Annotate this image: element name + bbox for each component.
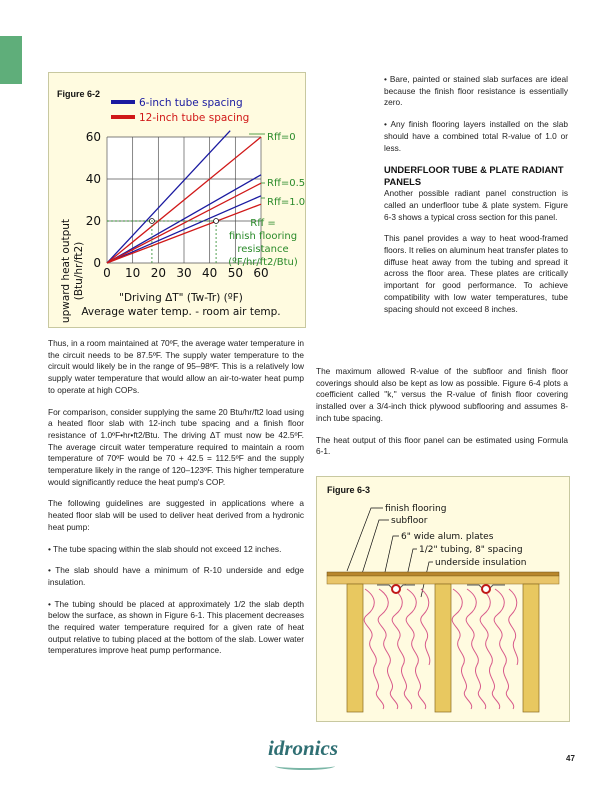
label-tubing: 1/2" tubing, 8" spacing (419, 545, 523, 555)
section-tab (0, 36, 22, 84)
x-axis-label-1: "Driving ΔT" (Tw-Tr) (ºF) (119, 292, 243, 304)
label-subfloor: subfloor (391, 516, 428, 526)
annotation-def-2: finish flooring (228, 231, 298, 242)
finish-flooring-layer (327, 572, 559, 576)
left-column (48, 338, 304, 667)
x-tick-label-20: 20 (150, 266, 166, 280)
legend-swatch-6in (111, 100, 135, 104)
figure-6-3-panel (316, 476, 570, 722)
insulation-right (452, 589, 518, 709)
paragraph-1: Thus, in a room maintained at 70ºF, the average water temperature in the circuit needs to be 87.5ºF. The supply water temperature to the circuit would likely be in the range of 95–98ºF. This is a relatively low supply water temperature that would allow an air-to-water heat pump to operate at high COPs. (48, 338, 304, 395)
bullet-2: • The slab should have a minimum of R-10 underside and edge insulation. (48, 565, 304, 587)
bullet-5: • Any finish flooring layers installed on the slab should have a combined total R-value of 1.0 or less. (384, 119, 568, 153)
figure-6-2-label: Figure 6-2 (57, 89, 101, 99)
right-column-wide (316, 366, 568, 468)
x-tick-label-30: 30 (176, 266, 192, 280)
right-column-top (384, 74, 568, 325)
annotation-rff10: Rff=1.0 (267, 197, 305, 208)
paragraph-4: Another possible radiant panel construction is called an underfloor tube & plate system. Figure 6-3 shows a typical cross section for this panel. (384, 188, 568, 222)
subfloor-layer (327, 576, 559, 584)
tube-left (392, 585, 400, 593)
y-tick-label-0: 0 (93, 256, 101, 270)
annotation-def-4: (ºF/hr/ft2/Btu) (228, 257, 298, 268)
paragraph-2: For comparison, consider supplying the same 20 Btu/hr/ft2 load using a heated floor slab with 12-inch tube spacing and a finish floor resistance of 1.0ºF•hr•ft2/Btu. The driving ΔT must now be 42.5ºF. The average circuit water temperature required to maintain a room temperature of 70ºF would be 70 + 42.5 = 112.5ºF and the supply temperature likely in the range of 120–123ºF. This higher temperature would significantly reduce the heat pump's COP. (48, 406, 304, 487)
annotation-def-3: resistance (237, 244, 289, 255)
y-axis-label-2: (Btu/hr/ft2) (73, 241, 85, 301)
logo-swoosh (275, 762, 335, 770)
section-heading: UNDERFLOOR TUBE & PLATE RADIANT PANELS (384, 165, 564, 188)
y-axis-label-1: upward heat output (60, 218, 72, 324)
legend-label-12in: 12-inch tube spacing (139, 112, 250, 124)
legend-label-6in: 6-inch tube spacing (139, 97, 243, 109)
leader-finish-flooring (347, 508, 383, 571)
x-tick-label-60: 60 (253, 266, 269, 280)
x-axis-label-2: Average water temp. - room air temp. (81, 306, 281, 318)
paragraph-3: The following guidelines are suggested in applications where a heated floor slab will be used to deliver heat derived from a hydronic heat pump: (48, 498, 304, 532)
label-finish-flooring: finish flooring (385, 504, 447, 514)
page-number: 47 (566, 754, 575, 763)
figure-6-2-panel (48, 72, 306, 328)
y-tick-label-40: 40 (85, 172, 101, 186)
label-underside-insulation: underside insulation (435, 558, 527, 568)
marker-point-1 (214, 219, 219, 224)
figure-6-3-label: Figure 6-3 (327, 485, 371, 495)
idronics-logo: idronics (268, 736, 339, 760)
paragraph-5: This panel provides a way to heat wood-framed floors. It relies on aluminum heat transfer plates to diffuse heat away from the tubing and spread it across the floor area. These plates are critically important for good performance. To achieve compatibility with low water temperatures, tube spacing should not exceed 8 inches. (384, 233, 569, 314)
y-tick-label-60: 60 (85, 130, 101, 144)
label-alum-plates: 6" wide alum. plates (401, 532, 494, 542)
legend-swatch-12in (111, 115, 135, 119)
annotation-rff0: Rff=0 (267, 132, 296, 143)
annotation-def-1: Rff = (250, 218, 276, 229)
y-tick-label-20: 20 (85, 214, 101, 228)
bullet-4: • Bare, painted or stained slab surfaces are ideal because the finish floor resistance is essentially zero. (384, 74, 568, 108)
insulation-left (364, 589, 430, 709)
x-tick-label-50: 50 (227, 266, 243, 280)
leader-subfloor (361, 520, 389, 577)
joist-right (523, 584, 539, 712)
paragraph-6: The maximum allowed R-value of the subfloor and finish floor coverings should also be kept as low as possible. Figure 6-4 plots a coefficient called "k," versus the R-value of finish floor covering installed over a 3/4-inch thick plywood subflooring and assumes 8-inch tube spacing. (316, 366, 568, 423)
tube-right (482, 585, 490, 593)
figure-6-2-chart (49, 73, 305, 327)
x-tick-label-10: 10 (125, 266, 141, 280)
joist-left (347, 584, 363, 712)
annotation-rff05: Rff=0.5 (267, 178, 305, 189)
x-tick-label-0: 0 (103, 266, 111, 280)
x-tick-label-40: 40 (202, 266, 218, 280)
figure-6-3-diagram (317, 477, 569, 721)
joist-middle (435, 584, 451, 712)
bullet-3: • The tubing should be placed at approximately 1/2 the slab depth below the surface, as shown in Figure 6-1. This placement decreases the required water temperature required for a given rate of heat output relative to tubing placed at the bottom of the slab. Lower water temperatures improve heat pump performance. (48, 598, 304, 656)
paragraph-7: The heat output of this floor panel can be estimated using Formula 6-1. (316, 434, 568, 457)
bullet-1: • The tube spacing within the slab should not exceed 12 inches. (48, 543, 282, 554)
